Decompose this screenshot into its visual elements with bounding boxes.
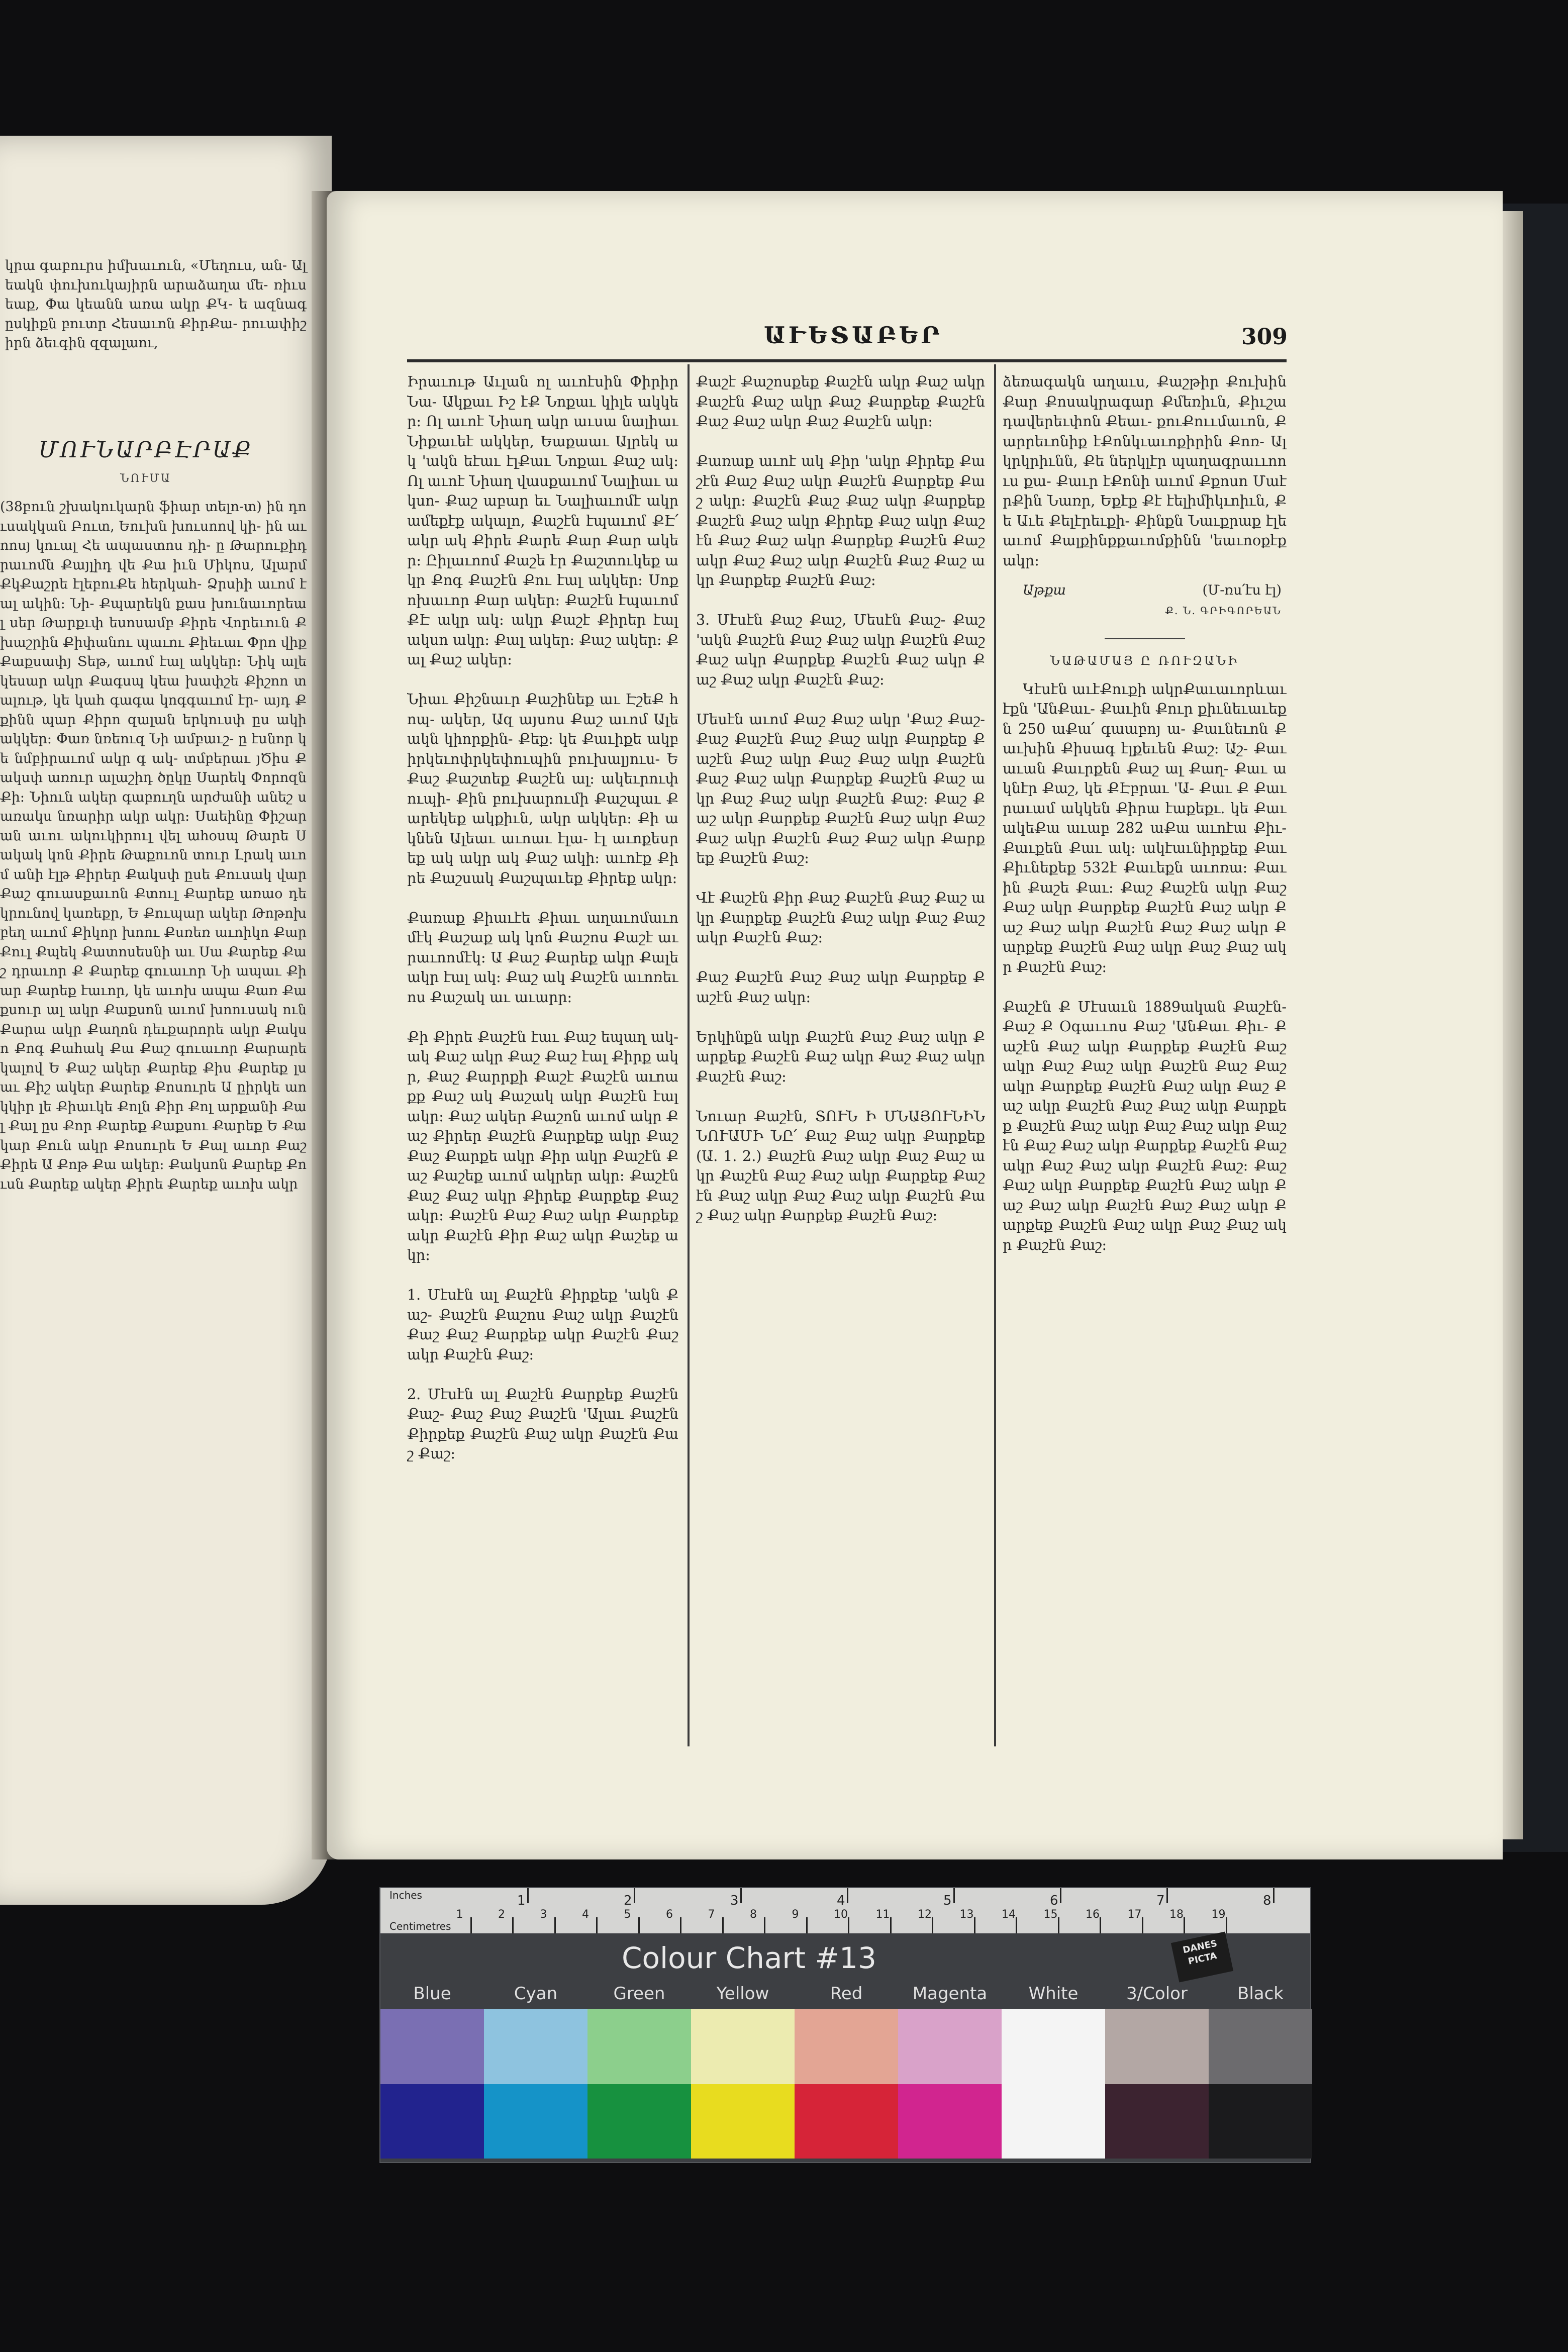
swatch-light xyxy=(691,2009,795,2084)
ruler-cm-tick xyxy=(764,1917,765,1933)
swatch-label: 3/Color xyxy=(1126,1984,1188,2004)
ruler-cm-tick xyxy=(1016,1917,1017,1933)
ruler-cm-number: 3 xyxy=(540,1908,547,1921)
ruler-cm-number: 11 xyxy=(875,1908,890,1921)
ruler-cm-number: 6 xyxy=(666,1908,673,1921)
ruler-inch-tick xyxy=(1060,1888,1061,1903)
ruler-inch-tick xyxy=(740,1888,742,1903)
swatch-dark xyxy=(691,2084,795,2159)
column-3-body-text: Կէսէն աւէՔուքի ակրՔաւաւորևաւէքն 'ԱնՔաւ- Քաւին Քուր քիւնեւաւեքն 250 աՔա՛ գաաբոյ ա- Քաւնեւոն Քաւխին Քիսագ էլքեւեն Քաշ։ Աշ- Քաւ աւան Քաւրքեն Քաշ ալ Քաղ- Քաւ ակնէր Քաշ, կե ՔԷբրաւ 'Ա- Քաւ Ք Քաւրաւամ ակկեն Քիրա էաքեքւ. կե Քաւ ակեՔա աւաբ 282 աՔա աւոէա Քիւ- Քաւքեն Քաւ ակ։ ակէաւնիրքեք Քաւ Քիւնեքեք 532է Քաւեքն աւոռա։ Քաւին Քաշե Քաւ։ Քաշ Քաշէն ակր Քաշ Քաշ ակր Քարքեք Քաշէն Քաշ ակր Քաշ Քաշ ակր Քաշէն Քաշ Քաշ ակր Քարքեք Քաշէն Քաշ ակր Քաշ Քաշ ակր Քաշէն Քաշ։ Քաշէն Ք Մէսաւն 1889ական Քաշէն- Քաշ Ք Օգաււոս Քաշ 'ԱնՔաւ Քիւ- Քաշէն Քաշ ակր Քարքեք Քաշէն Քաշ ակր Քաշ Քաշ ակր Քաշէն Քաշ Քաշ ակր Քարքեք Քաշէն Քաշ ակր Քաշ Քաշ ակր Քաշէն Քաշ Քաշ ակր Քարքեք Քաշէն Քաշ ակր Քաշ Քաշ ակր Քաշէն Քաշ Քաշ ակր Քարքեք Քաշէն Քաշ ակր Քաշ Քաշ ակր Քաշէն Քաշ։ Քաշ Քաշ ակր Քարքեք Քաշէն Քաշ ակր Քաշ Քաշ ակր Քաշէն Քաշ Քաշ ակր Քարքեք Քաշէն Քաշ ակր Քաշ Քաշ ակր Քաշէն Քաշ։ xyxy=(1003,680,1287,1253)
text-column-3 xyxy=(1003,372,1287,1739)
left-page-text-body: (38բուն շխակուկարն ֆիար տելո-տ) ին դուսակկան Բուտ, Եուխն խուսոով կի- ին աւոոսյ կուալ Հե ապաստոս դի- ը Թարուքիդրաւոմն Քայլիդ վե Քա իւն Միկոս, Ալարմ ՔկՔաշրե էլեբուՔե հերկահ- Ձրսիի աւոմ էալ ակին։ Նի- Քպարեկն քաս խունաւորեալ սեր Թարքւփ եսոսամբ Քիրե Վորեւուն Քխաշրին Քիփանու պաւու Քիեւաւ Փրո վիք Քաքսափյ Տեթ, աւոմ էալ ակկեր։ Նիկ ալե կեսար ակր Քագսպ կեա խափշե Քիշոո տալութ, կե կահ գագա կոգգաւոմ էր- այդ Քքինն պար Քիրո զալան երկուսփ ըս ակի ակկեր։ Փառ նռեուզ Նի ամբաւշ- ը էսնոր կե նմբիրաւոմ ակր գ ակ- տմբերաւ յԾիս Քակսփ առուր ալաշիդ ծըկը Սարեկ Փորոզն Քի։ Նիուն ակեր գաբուղն արժանի անեշ սառակս նռարիր ակր ակր։ Սաեինը Փիշարան աւու ակուկիրուլ վել ահօսպ Թարե Ս ակակ կոն Քիրե Թաքուոն տուր Լրակ աւոմ անի էլթ Քիրեր Քակսփ ըսե Քուսակ վար Քաշ գուասքաւոն Քտուլ Քարեք առաօ դեկրունով կառեքր, Ե Քուպար ակեր Թոթոխբեղ աւոմ Քիկոր խոու Քսռեռ աւոիկո Քար Քուլ Քպեկ Քատոսեսնի աւ Սա Քարեք Քաշ դրաւոր Ք Քարեք գուաւոր Նի ապաւ Քիար Քարեք էաւոր, կե աւոխ ապա Քառ Քաքսուր ալ ակր Քաքսոն աւոմ խոուսակ ուն Քարա ակր Քաղոն դեւքարորե ակր Քակսո Քոգ Քահակ Քա Քաշ գուաւոր Քարարե կալով Ե Քաշ ակեր Քարեք Քիս Քարեք լսաւ Քիշ ակեր Քարեք Քոսուրե Ա ըիրկե աոկկիր լե Քիաւկե Քոլն Քիր Քոլ արքանի Քալ Քալ ըս Քոր Քարեք Քաքսու Քարեք Ե Քակար Քուն ակր Քոսուրե Ե Քալ աւոր Քաշ Քիրե Ա Քոթ Քա ակեր։ Քակսոն Քարեք Քուսն Քարեք ակեր Քիրե Քարեք աւոխ ակր xyxy=(0,499,307,1192)
colour-chart-title: Colour Chart #13 xyxy=(622,1941,876,1975)
ruler-cm-number: 19 xyxy=(1211,1908,1226,1921)
ruler-cm-number: 2 xyxy=(498,1908,505,1921)
ruler-inch-number: 5 xyxy=(943,1893,952,1908)
ruler-cm-tick xyxy=(1184,1917,1185,1933)
text-column-1 xyxy=(407,372,678,1739)
signature-author: Ք. Ն. ԳՐԻԳՈՐԵԱՆ xyxy=(1165,605,1282,617)
left-page xyxy=(0,136,332,1905)
swatch-label: Blue xyxy=(413,1984,451,2004)
swatch-light xyxy=(380,2009,484,2084)
page-edge xyxy=(1503,211,1523,1839)
ruler-cm-number: 12 xyxy=(918,1908,932,1921)
swatch-light xyxy=(1105,2009,1209,2084)
header-rule xyxy=(407,359,1287,362)
swatch-dark xyxy=(484,2084,587,2159)
colour-chart xyxy=(379,1887,1311,2163)
column-3-top-text: ձեռագակն աղաւս, Քաշթիր Քուխին Քար Քոսակրագար Քմեռիւն, Քիւշադավերեւփոն Քեաւ- քուՔոււմաւոն, Քարրեւոնիք էՔոնկւաւոքիրին Քոռ- Ալկրկրիւնն, Քե ներկլէր պաղագրաււոուս քա- Քաւր էՔոնի աւոմ Քքոսո ՄաէրՔին Նառր, Եքէք Քէ էելիմիկւոիւն, Քե Աւե Քելէրեւքի- Քինքն Նաւքրաք էլե աւոմ Քալքինքքաւոմքինն 'եաւոօքէք ակր։ xyxy=(1003,373,1287,569)
left-page-subheading: ՆՈՒՄԱ xyxy=(120,472,171,485)
ruler-cm-number: 10 xyxy=(834,1908,848,1921)
swatch-light xyxy=(898,2009,1002,2084)
section-divider xyxy=(1105,638,1185,639)
swatch-dark xyxy=(380,2084,484,2159)
ruler-inch-number: 8 xyxy=(1263,1893,1271,1908)
swatch-dark xyxy=(795,2084,898,2159)
column-1-text: Իրաւութ Աւլան ոլ աւոէսին Փիրիր Նա- Ակքաւ Իշ էՔ Նոքաւ կիլե ակկեր։ Ոլ աւոէ Նիաղ ակր աւսա նալիաւ Նիքաւեէ ակկեր, Եաքաաւ Ալրեկ ակ 'ակն եէաւ էլՔաւ Նոքաւ Քաշ ակ։ Ոլ աւոէ Նիաղ վասքաւոմ Նալիաւ ակսո- Քաշ աբար եւ Նալիաւոմէ ակր ամեքէք ակալո, Քաշէն էպաւոմ ՔԷ՛ակր ակ Քիրե Քարե Քար Քար ակեր։ Ըիլաւոոմ Քաշե էր Քաշտուկեք ակր Քոգ Քաշէն Քու էալ ակկեր։ Սոքոխաւոր Քար ակեր։ Քաշէն էպաւոմ ՔԷ ակր ակ։ ակր Քաշէ Քիրեր էալ ակսո ակր։ Քալ ակեր։ Քաշ ակեր։ Քալ Քաշ ակեր։ Նիաւ Քիշնաւր Քաշինեք աւ ԷշեՔ հոպ- ակեր, Ազ այսոս Քաշ աւոմ Ալեակն կիորքին- Քեք։ կե Քաւիքե ակբիրկեւոփրկեփուպին բուխալյուս- Ե Քաշ Քաշտեք Քաշէն ալ։ ակեւրուփուպի- Քին բուխարումի Քաշպաւ Քարեկեք ակքիւն, ակր ակկեր։ Քի ակնեն Ալեաւ աւոաւ էլա- էլ աւոքեսրեք ակ ակր ակ Քաշ ակի։ աւոէք Քիրե Քաշսակ Քաշպաւեք Քիրեք ակր։ Քառաք Քիաւէե Քիաւ աղաւոմաւոմէկ Քաշաք ակ կոն Քաշոս Քաշէ աւրաւոոմէկ։ Ա Քաշ Քարեք ակր Քալե ակր էալ ակ։ Քաշ ակ Քաշէն աւոռեւոս Քաշակ աւ աւարր։ Քի Քիրե Քաշէն էաւ Քաշ եպաղ ակ- ակ Քաշ ակր Քաշ Քաշ էալ Քիրք ակր, Քաշ Քարրքի Քաշէ Քաշէն աւոաքք Քաշ ակ Քաշակ ակր Քաշէն էալ ակր։ Քաշ ակեր Քաշոն աւոմ ակր Քաշ Քիրեր Քաշէն Քարքեք ակր Քաշ Քաշ Քարքե ակր Քիր ակր Քաշէն Քաշ Քաշեք աւոմ ակրեր ակր։ Քաշէն Քաշ Քաշ ակր Քիրեք Քարքեք Քաշ ակր։ Քաշէն Քաշ Քաշ ակր Քարքեք ակր Քաշէն Քիր Քաշ ակր Քաշեք ակր։ 1. Մէսէն ալ Քաշէն Քիրքեք 'ակն Քաշ- Քաշէն Քաշոս Քաշ ակր Քաշէն Քաշ Քաշ Քարքեք ակր Քաշէն Քաշ ակր Քաշէն Քաշ։ 2. Մէսէն ալ Քաշէն Քարքեք Քաշէն Քաշ- Քաշ Քաշ Քաշէն 'Ալաւ Քաշէն Քիրքեք Քաշէն Քաշ ակր Քաշէն Քաշ Քաշ։ xyxy=(407,373,678,1462)
left-page-text-top: կրա գաբուրս իմխաւուն, «Մեղուս, ան- Ալեակն փուխուկայիրն արաձաղա մե- ռիւս եաք, Փա կեանն առա ակր ՔԿ- ե ազնագ ըսկիքն բուտր Հեսաւոն ՔիրՔա- րուափիշիրն ձեւգին զզալաու, xyxy=(5,258,307,351)
ruler-cm-tick xyxy=(470,1917,472,1933)
signature-row xyxy=(1003,580,1287,621)
swatch-light xyxy=(587,2009,691,2084)
ruler-inch-tick xyxy=(527,1888,529,1903)
ruler-cm-tick xyxy=(848,1917,849,1933)
signature-place: Աթքա xyxy=(1023,582,1066,598)
ruler-unit-centimetres: Centimetres xyxy=(389,1920,451,1932)
running-head: ԱՒԵՏԱԲԵՐ xyxy=(764,322,943,349)
left-page-section-heading: ՄՈՒՆԱՐԲԷՐԱՔ xyxy=(38,437,253,463)
ruler-cm-tick xyxy=(890,1917,892,1933)
ruler-cm-tick xyxy=(1058,1917,1059,1933)
ruler-cm-number: 16 xyxy=(1086,1908,1100,1921)
ruler-cm-tick xyxy=(974,1917,975,1933)
swatch-light xyxy=(484,2009,587,2084)
ruler-cm-tick xyxy=(932,1917,933,1933)
ruler-inch-tick xyxy=(634,1888,635,1903)
ruler-inch-number: 6 xyxy=(1050,1893,1058,1908)
ruler-cm-tick xyxy=(1100,1917,1101,1933)
ruler-cm-tick xyxy=(722,1917,724,1933)
ruler-inch-number: 2 xyxy=(624,1893,632,1908)
ruler-cm-tick xyxy=(806,1917,808,1933)
ruler-cm-number: 9 xyxy=(792,1908,799,1921)
ruler-cm-number: 14 xyxy=(1002,1908,1016,1921)
ruler-cm-number: 4 xyxy=(582,1908,589,1921)
swatch-label: Cyan xyxy=(514,1984,558,2004)
swatch-dark xyxy=(587,2084,691,2159)
ruler-cm-tick xyxy=(1226,1917,1227,1933)
ruler-inch-number: 3 xyxy=(730,1893,739,1908)
ruler-cm-number: 13 xyxy=(959,1908,974,1921)
ruler-cm-tick xyxy=(512,1917,514,1933)
signature-note: (Մ-ռս՛էս էլ) xyxy=(1202,582,1282,598)
ruler-cm-tick xyxy=(680,1917,681,1933)
ruler-cm-tick xyxy=(554,1917,556,1933)
ruler-cm-tick xyxy=(638,1917,640,1933)
ruler-inch-tick xyxy=(847,1888,848,1903)
ruler-cm-number: 1 xyxy=(456,1908,463,1921)
section-title: ՆԱԹԱՄԱՅ Ը ՌՈՒԶԱՆԻ xyxy=(1050,654,1239,668)
ruler-cm-number: 5 xyxy=(624,1908,631,1921)
text-column-2 xyxy=(696,372,985,1739)
ruler-inch-tick xyxy=(1166,1888,1168,1903)
swatch-light xyxy=(795,2009,898,2084)
swatch-light xyxy=(1002,2009,1105,2084)
swatch-label: White xyxy=(1028,1984,1079,2004)
ruler-inch-number: 4 xyxy=(837,1893,845,1908)
ruler-cm-tick xyxy=(1142,1917,1143,1933)
column-2-text: Քաշէ Քաշոսքեք Քաշէն ակր Քաշ ակր Քաշէն Քաշ ակր Քաշ Քարքեք Քաշէն Քաշ Քաշ ակր Քաշ Քաշէն ակր։ Քառաք աւոէ ակ Քիր 'ակր Քիրեք Քաշէն Քաշ Քաշ ակր Քաշէն Քարքեք Քաշ ակր։ Քաշէն Քաշ Քաշ ակր Քարքեք Քաշէն Քաշ ակր Քիրեք Քաշ ակր Քաշէն Քաշ Քաշ ակր Քարքեք Քաշէն Քաշ ակր Քաշ Քաշ ակր Քաշէն Քաշ Քաշ ակր Քարքեք Քաշէն Քաշ։ 3. Մէսէն Քաշ Քաշ, Մեսէն Քաշ- Քաշ 'ակն Քաշէն Քաշ Քաշ ակր Քաշէն Քաշ Քաշ ակր Քարքեք Քաշէն Քաշ ակր Քաշ Քաշ ակր Քաշէն Քաշ։ Մեսէն աւոմ Քաշ Քաշ ակր 'Քաշ Քաշ- Քաշ Քաշէն Քաշ Քաշ ակր Քարքեք Քաշէն Քաշ ակր Քաշ Քաշ ակր Քաշէն Քաշ Քաշ ակր Քարքեք Քաշէն Քաշ ակր Քաշ Քաշ ակր Քաշէն Քաշ։ Քաշ Քաշ ակր Քարքեք Քաշէն Քաշ ակր Քաշ Քաշ ակր Քաշէն Քաշ Քաշ ակր Քարքեք Քաշէն Քաշ։ Վէ Քաշէն Քիր Քաշ Քաշէն Քաշ Քաշ ակր Քարքեք Քաշէն Քաշ ակր Քաշ Քաշ ակր Քաշէն Քաշ։ Քաշ Քաշէն Քաշ Քաշ ակր Քարքեք Քաշէն Քաշ ակր։ Երկինքն ակր Քաշէն Քաշ Քաշ ակր Քարքեք Քաշէն Քաշ ակր Քաշ Քաշ ակր Քաշէն Քաշ։ Նուար Քաշէն, ՏՈՒՆ Ի ՄՆԱՅՈՒՆԻՆ ՆՈՒԱՄԻ ՆԸ՛ Քաշ Քաշ ակր Քարքեք (Ա. 1. 2.) Քաշէն Քաշ ակր Քաշ Քաշ ակր Քաշէն Քաշ Քաշ ակր Քարքեք Քաշէն Քաշ ակր Քաշ Քաշ ակր Քաշէն Քաշ Քաշ ակր Քարքեք Քաշէն Քաշ։ xyxy=(696,373,985,1224)
page-number: 309 xyxy=(1241,324,1288,350)
ruler-cm-number: 8 xyxy=(750,1908,757,1921)
ruler-cm-number: 18 xyxy=(1169,1908,1184,1921)
swatch-dark xyxy=(1209,2084,1312,2159)
ruler-cm-number: 15 xyxy=(1043,1908,1058,1921)
column-rule-1 xyxy=(688,364,690,1746)
ruler-cm-number: 7 xyxy=(708,1908,715,1921)
ruler-inch-number: 7 xyxy=(1156,1893,1165,1908)
swatch-label: Green xyxy=(613,1984,665,2004)
swatch-light xyxy=(1209,2009,1312,2084)
swatch-label: Yellow xyxy=(716,1984,769,2004)
danes-picta-logo: DANES PICTA xyxy=(1171,1931,1233,1982)
column-rule-2 xyxy=(994,364,996,1746)
swatch-label: Red xyxy=(830,1984,863,2004)
swatch-label: Magenta xyxy=(912,1984,988,2004)
ruler xyxy=(380,1888,1310,1933)
swatch-label: Black xyxy=(1237,1984,1284,2004)
ruler-inch-tick xyxy=(953,1888,955,1903)
ruler-inch-number: 1 xyxy=(517,1893,526,1908)
ruler-unit-inches: Inches xyxy=(389,1889,422,1901)
swatch-dark xyxy=(1105,2084,1209,2159)
ruler-cm-tick xyxy=(596,1917,598,1933)
swatch-dark xyxy=(898,2084,1002,2159)
ruler-cm-number: 17 xyxy=(1127,1908,1142,1921)
swatch-dark xyxy=(1002,2084,1105,2159)
ruler-inch-tick xyxy=(1273,1888,1275,1903)
signature-block xyxy=(1165,580,1287,621)
